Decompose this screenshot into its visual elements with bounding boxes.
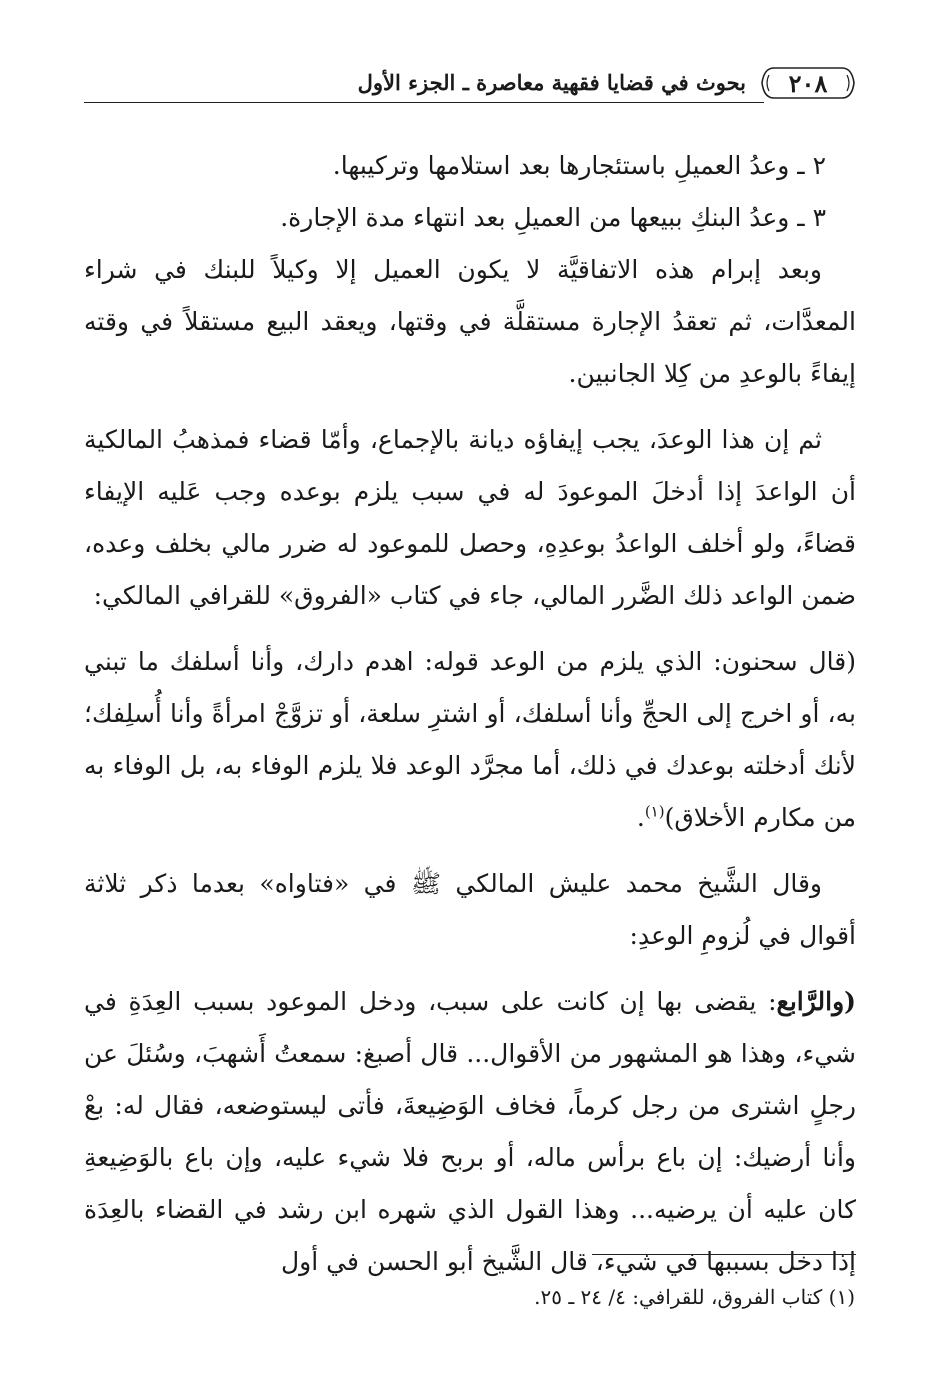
quote-sahnun-text: (قال سحنون: الذي يلزم من الوعد قوله: اهدم دارك، وأنا أسلفك ما تبني به، أو اخرج إلى الحجِّ وأنا أسلفك، أو اشترِ سلعة، أو تزوَّجْ امرأةً وأنا أُسلِفك؛ لأنك أدخلته بوعدك في ذلك، أما مجرَّد الوعد فلا يلزم الوفاء به، بل الوفاء به من مكارم الأخلاق) bbox=[84, 647, 856, 832]
quote-sahnun-end: . bbox=[636, 803, 645, 832]
paragraph-agency: وبعد إبرام هذه الاتفاقيَّة لا يكون العميل إلا وكيلاً للبنك في شراء المعدَّات، ثم تعقدُ الإجارة مستقلَّة في وقتها، ويعقد البيع مستقلاً في وقته إيفاءً بالوعدِ من كِلا الجانبين. bbox=[84, 255, 856, 388]
quote-fourth-lead: (والرَّابع bbox=[776, 987, 856, 1016]
quote-sahnun bbox=[84, 636, 856, 844]
list-item-3: ٣ ـ وعدُ البنكِ ببيعها من العميلِ بعد انتهاء مدة الإجارة. bbox=[280, 203, 826, 232]
page-number: ٢٠٨ bbox=[788, 69, 828, 98]
paragraph-maliki-ruling: ثم إن هذا الوعدَ، يجب إيفاؤه ديانة بالإجماع، وأمّا قضاء فمذهبُ المالكية أن الواعدَ إذا أدخلَ الموعودَ له في سبب يلزم بوعده وجب عَليه الإيفاء قضاءً، ولو أخلف الواعدُ بوعدِهِ، وحصل للموعود له ضرر مالي بخلف وعده، ضمن الواعد ذلك الضَّرر المالي، جاء في كتاب «الفروق» للقرافي المالكي: bbox=[84, 425, 856, 610]
page-body bbox=[84, 140, 856, 1288]
quote-fourth-opinion bbox=[84, 976, 856, 1288]
running-title: بحوث في قضايا فقهية معاصرة ـ الجزء الأول bbox=[357, 70, 746, 95]
page-number-badge bbox=[760, 66, 856, 100]
page-header bbox=[84, 62, 856, 106]
footnote-ref-1: (١) bbox=[644, 802, 665, 821]
footnote-1: (١) كتاب الفروق، للقرافي: ٤/ ٢٤ ـ ٢٥. bbox=[534, 1285, 855, 1309]
list-item-2: ٢ ـ وعدُ العميلِ باستئجارها بعد استلامها وتركيبها. bbox=[332, 151, 826, 180]
quote-fourth-text: : يقضى بها إن كانت على سبب، ودخل الموعود بسبب العِدَةِ في شيء، وهذا هو المشهور من الأقوال... قال أصبغ: سمعتُ أَشهبَ، وسُئلَ عن رجلٍ اشترى من رجل كرماً، فخاف الوَضِيعةَ، فأتى ليستوضعه، فقال له: بعْ وأنا أرضيك: إن باع برأس ماله، أو بربح فلا شيء عليه، وإن باع بالوَضِيعةِ كان عليه أن يرضيه... وهذا القول الذي شهره ابن رشد في القضاء بالعِدَة إذا دخل بسببها في شيء، قال الشَّيخ أبو الحسن في أول bbox=[84, 987, 856, 1276]
header-rule bbox=[84, 102, 764, 103]
footnote-rule bbox=[592, 1254, 856, 1255]
paragraph-illaysh: وقال الشَّيخ محمد عليش المالكي ﷺ في «فتاواه» بعدما ذكر ثلاثة أقوال في لُزومِ الوعدِ: bbox=[84, 869, 856, 950]
